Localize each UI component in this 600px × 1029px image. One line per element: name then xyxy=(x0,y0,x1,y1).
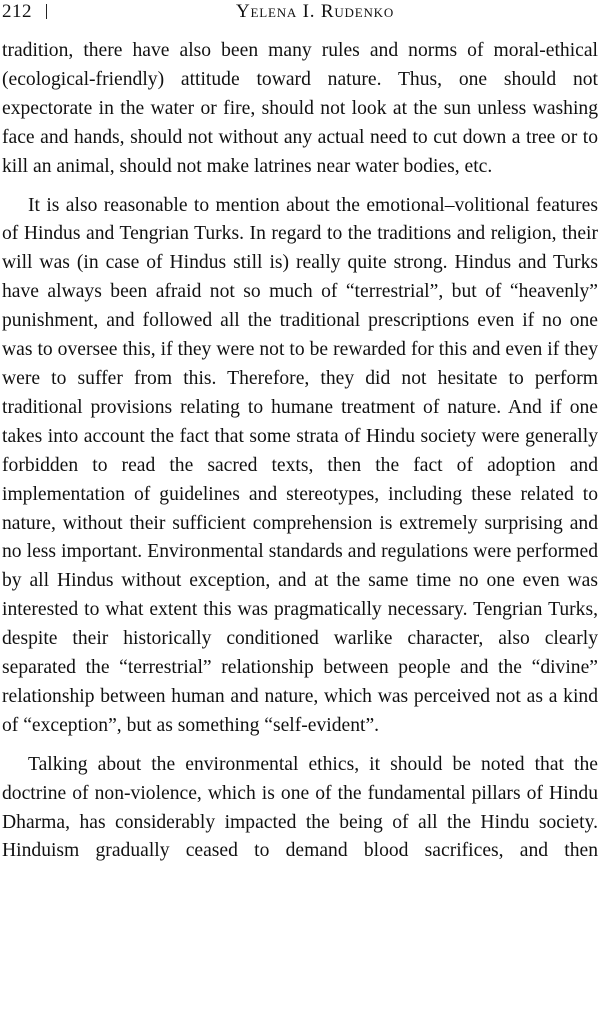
paragraph-environmental-ethics: Talking about the environmental ethics, it should be noted that the doctrine of non-violence, which is one of the fundamental pillars of Hindu Dharma, has considerably impacted the being of all the Hindu society. Hinduism gradually ceased to demand blood sacrifices, and then xyxy=(2,753,598,862)
paragraph-emotional-volitional: It is also reasonable to mention about the emotional–volitional features of Hindus and Tengrian Turks. In regard to the traditions and religion, their will was (in case of Hindus still is) really quite strong. Hindus and Turks have always been afraid not so much of “terrestrial”, but of “heavenly” punishment, and followed all the traditional prescriptions even if no one was to oversee this, if they were not to be rewarded for this and even if they were to suffer from this. Therefore, they did not hesitate to perform traditional provisions relating to humane treatment of nature. And if one takes into account the fact that some strata of Hindu society were generally forbidden to read the sacred texts, then the fact of adoption and implementation of guidelines and stereotypes, including these related to nature, without their sufficient comprehension is extremely surprising and no less important. Environmental standards and regulations were performed by all Hindus without exception, and at the same time no one even was interested to what extent this was pragmatically necessary. Tengrian Turks, despite their historically conditioned warlike character, also clearly separated the “terrestrial” relationship between people and the “divine” relationship between human and nature, which was perceived not as a kind of “exception”, but as something “self-evident”. xyxy=(2,194,598,736)
body-text xyxy=(2,37,598,866)
running-head xyxy=(0,0,600,28)
paragraph-continuation: tradition, there have also been many rules and norms of moral-ethical (ecological-friendly) attitude toward nature. Thus, one should not expectorate in the water or fire, should not look at the sun unless washing face and hands, should not without any actual need to cut down a tree or to kill an animal, should not make latrines near water bodies, etc. xyxy=(2,40,598,177)
running-title: Yelena I. Rudenko xyxy=(235,1,395,22)
page-number: 212 xyxy=(2,1,32,22)
